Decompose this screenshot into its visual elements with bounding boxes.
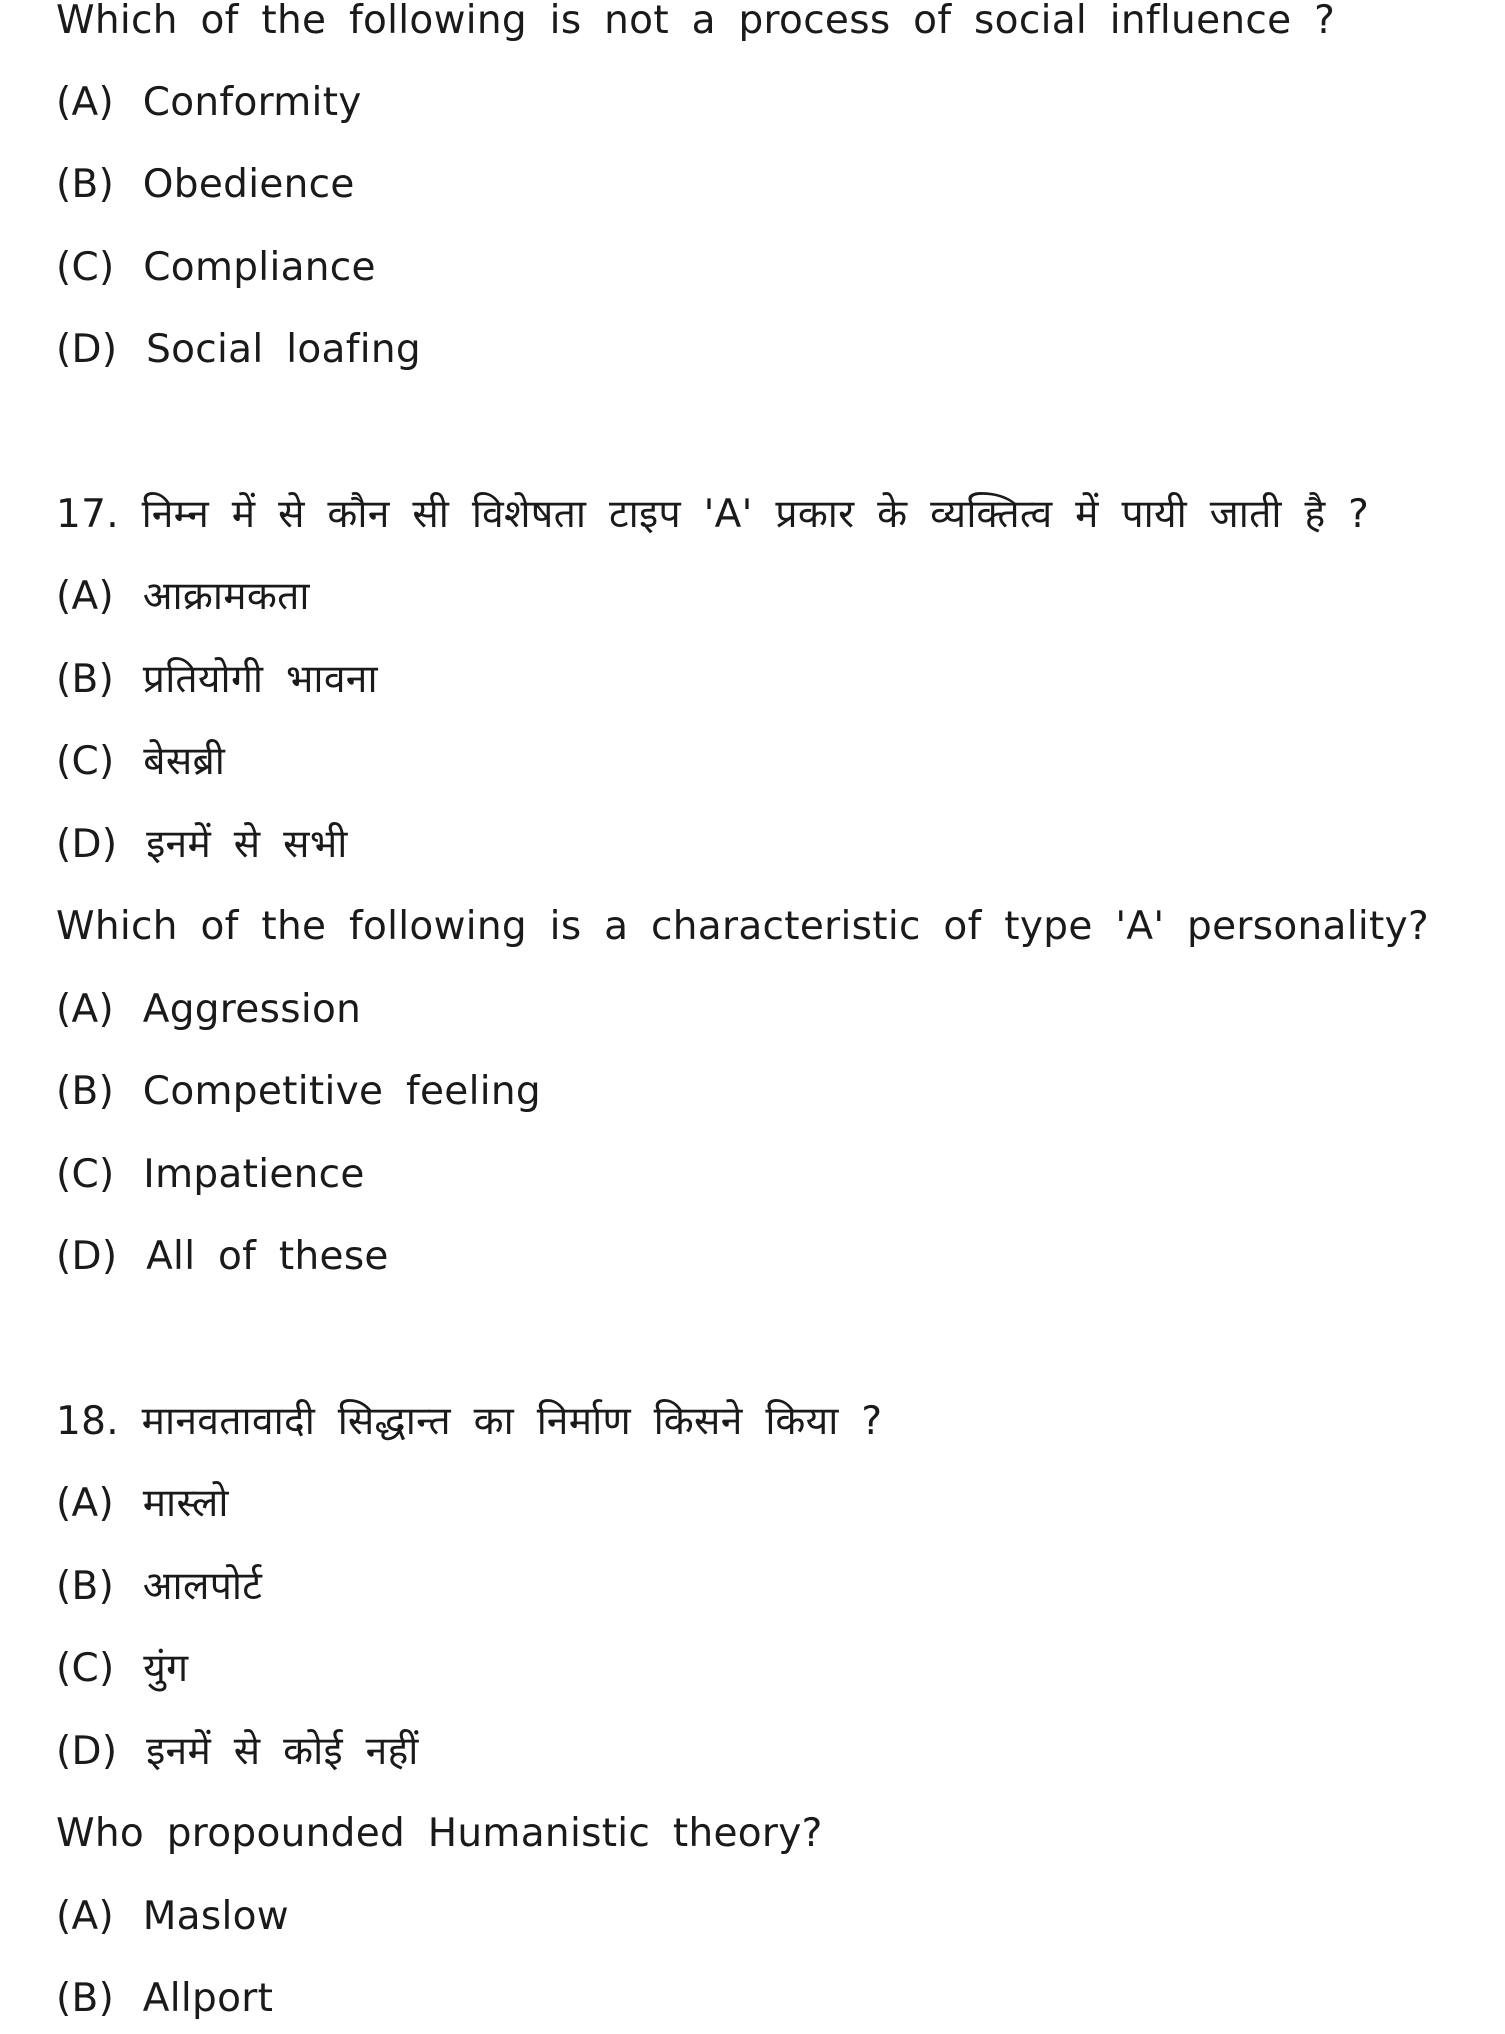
option-text: All of these <box>146 1234 389 1279</box>
option-text: प्रतियोगी भावना <box>142 657 378 702</box>
option-text: युंग <box>143 1646 189 1691</box>
option-letter: (A) <box>56 574 115 619</box>
q18-option-a-en <box>56 1892 289 1942</box>
q18-option-d-hi <box>56 1727 419 1777</box>
option-text: मास्लो <box>142 1481 229 1526</box>
option-letter: (C) <box>56 1646 115 1691</box>
option-text: Allport <box>142 1976 274 2021</box>
q18-option-a-hi <box>56 1479 229 1529</box>
q16-option-a-en <box>56 78 362 128</box>
option-text: Social loafing <box>146 327 421 372</box>
option-letter: (C) <box>56 739 115 784</box>
option-letter: (A) <box>56 987 115 1032</box>
option-text: इनमें से कोई नहीं <box>146 1729 419 1774</box>
q17-option-c-hi <box>56 737 225 787</box>
option-text: Obedience <box>142 162 355 207</box>
option-letter: (B) <box>56 1564 115 1609</box>
q18-option-b-en <box>56 1974 273 2024</box>
q16-option-b-en <box>56 160 355 210</box>
option-text: आक्रामकता <box>142 574 310 619</box>
option-letter: (D) <box>56 822 118 867</box>
q17-question-en: Which of the following is a characteristic of type 'A' personality? <box>56 904 1429 949</box>
q17-option-d-hi <box>56 820 348 870</box>
option-text: Competitive feeling <box>142 1069 541 1114</box>
option-letter: (A) <box>56 80 115 125</box>
q17-option-c-en <box>56 1150 365 1200</box>
q17-question-hi: 17. निम्न में से कौन सी विशेषता टाइप 'A' प्रकार के व्यक्तित्व में पायी जाती है ? <box>56 492 1370 537</box>
q16-question-en: Which of the following is not a process of social influence ? <box>56 0 1336 43</box>
q18-question-en: Who propounded Humanistic theory? <box>56 1811 823 1856</box>
q17-option-b-en <box>56 1067 541 1117</box>
option-letter: (B) <box>56 1069 115 1114</box>
q17-option-b-hi <box>56 655 378 705</box>
option-letter: (C) <box>56 245 115 290</box>
option-letter: (C) <box>56 1152 115 1197</box>
option-text: Compliance <box>143 245 376 290</box>
option-letter: (D) <box>56 327 118 372</box>
option-letter: (B) <box>56 1976 115 2021</box>
option-text: आलपोर्ट <box>142 1564 263 1609</box>
option-letter: (B) <box>56 162 115 207</box>
option-letter: (B) <box>56 657 115 702</box>
option-letter: (A) <box>56 1481 115 1526</box>
option-text: इनमें से सभी <box>146 822 348 867</box>
option-text: Impatience <box>143 1152 365 1197</box>
option-text: Maslow <box>142 1894 289 1939</box>
q16-option-c-en <box>56 243 376 293</box>
q18-option-c-hi <box>56 1644 188 1694</box>
q17-option-a-en <box>56 985 361 1035</box>
option-letter: (A) <box>56 1894 115 1939</box>
q18-option-b-hi <box>56 1562 262 1612</box>
q16-option-d-en <box>56 325 421 375</box>
q17-option-d-en <box>56 1232 389 1282</box>
q18-question-hi: 18. मानवतावादी सिद्धान्त का निर्माण किसने किया ? <box>56 1399 883 1444</box>
option-letter: (D) <box>56 1234 118 1279</box>
option-text: Aggression <box>142 987 362 1032</box>
option-text: Conformity <box>142 80 362 125</box>
option-letter: (D) <box>56 1729 118 1774</box>
q17-option-a-hi <box>56 572 310 622</box>
option-text: बेसब्री <box>143 739 226 784</box>
